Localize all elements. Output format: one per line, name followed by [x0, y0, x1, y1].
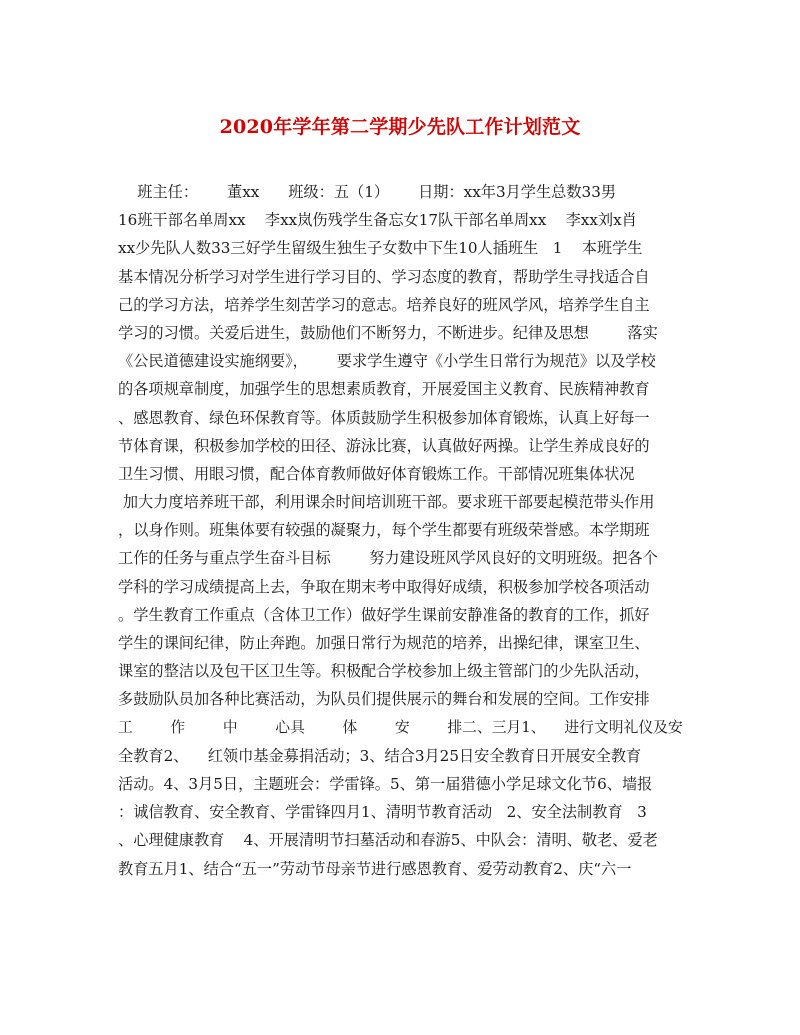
text-line: 节体育课，积极参加学校的田径、游泳比赛，认真做好两操。让学生养成良好的 [118, 436, 650, 455]
text-line: 卫生习惯、用眼习惯，配合体育教师做好体育锻炼工作。干部情况班集体状况 [118, 464, 635, 483]
text-line: ：诚信教育、安全教育、学雷锋四月1、清明节教育活动 2、安全法制教育 3 [118, 803, 647, 822]
text-line: 、心理健康教育 4、开展清明节扫墓活动和春游5、中队会：清明、敬老、爱老 [118, 831, 658, 850]
text-line: 、感恩教育、绿色环保教育等。体质鼓励学生积极参加体育锻炼，认真上好每一 [118, 408, 650, 427]
document-title: 2020年学年第二学期少先队工作计划范文 [219, 116, 581, 138]
text-line: 工作的任务与重点学生奋斗目标 努力建设班风学风良好的文明班级。把各个 [118, 549, 658, 568]
text-line: 《公民道德建设实施纲要》， 要求学生遵守《小学生日常行为规范》以及学校 [118, 352, 656, 371]
text-line: 。学生教育工作重点（含体卫工作）做好学生课前安静准备的教育的工作，抓好 [118, 605, 650, 624]
text-line: 课室的整洁以及包干区卫生等。积极配合学校参加上级主管部门的少先队活动， [118, 662, 650, 681]
text-line: 加大力度培养班干部，利用课余时间培训班干部。要求班干部要起模范带头作用 [118, 493, 655, 512]
text-line: 的各项规章制度，加强学生的思想素质教育，开展爱国主义教育、民族精神教育 [118, 380, 650, 399]
text-line: 班主任： 董xx 班级：五（1） 日期：xx年3月学生总数33男 [118, 183, 617, 201]
text-line: 学习的习惯。关爱后进生，鼓励他们不断努力，不断进步。纪律及思想 落实 [118, 323, 658, 342]
text-line: 教育五月1、结合“五一”劳动节母亲节进行感恩教育、爱劳动教育2、庆“六一 [118, 859, 632, 878]
text-line: 己的学习方法，培养学生刻苦学习的意志。培养良好的班风学风，培养学生自主 [118, 295, 650, 314]
text-line: 工 作 中 心具 体 安 排二、三月1、 进行文明礼仪及安 [118, 718, 683, 736]
text-line: 活动。4、3月5日，主题班会：学雷锋。5、第一届猎德小学足球文化节6、墙报 [118, 774, 653, 793]
text-line: 全教育2、 红领巾基金募捐活动；3、结合3月25日安全教育日开展安全教育 [118, 746, 642, 765]
text-line: xx少先队人数33三好学生留级生独生子女数中下生10人插班生 1 本班学生 [118, 239, 643, 258]
text-line: 16班干部名单周xx 李xx岚伤残学生备忘女17队干部名单周xx 李xx刘x肖 [118, 211, 637, 230]
text-line: ，以身作则。班集体要有较强的凝聚力，每个学生都要有班级荣誉感。本学期班 [118, 521, 650, 540]
document-body [118, 178, 684, 883]
text-line: 学科的学习成绩提高上去，争取在期末考中取得好成绩，积极参加学校各项活动 [118, 577, 650, 596]
text-line: 学生的课间纪律，防止奔跑。加强日常行为规范的培养，出操纪律，课室卫生、 [118, 634, 650, 652]
text-line: 多鼓励队员加各种比赛活动，为队员们提供展示的舞台和发展的空间。工作安排 [118, 690, 650, 709]
text-line: 基本情况分析学习对学生进行学习目的、学习态度的教育，帮助学生寻找适合自 [118, 267, 650, 286]
